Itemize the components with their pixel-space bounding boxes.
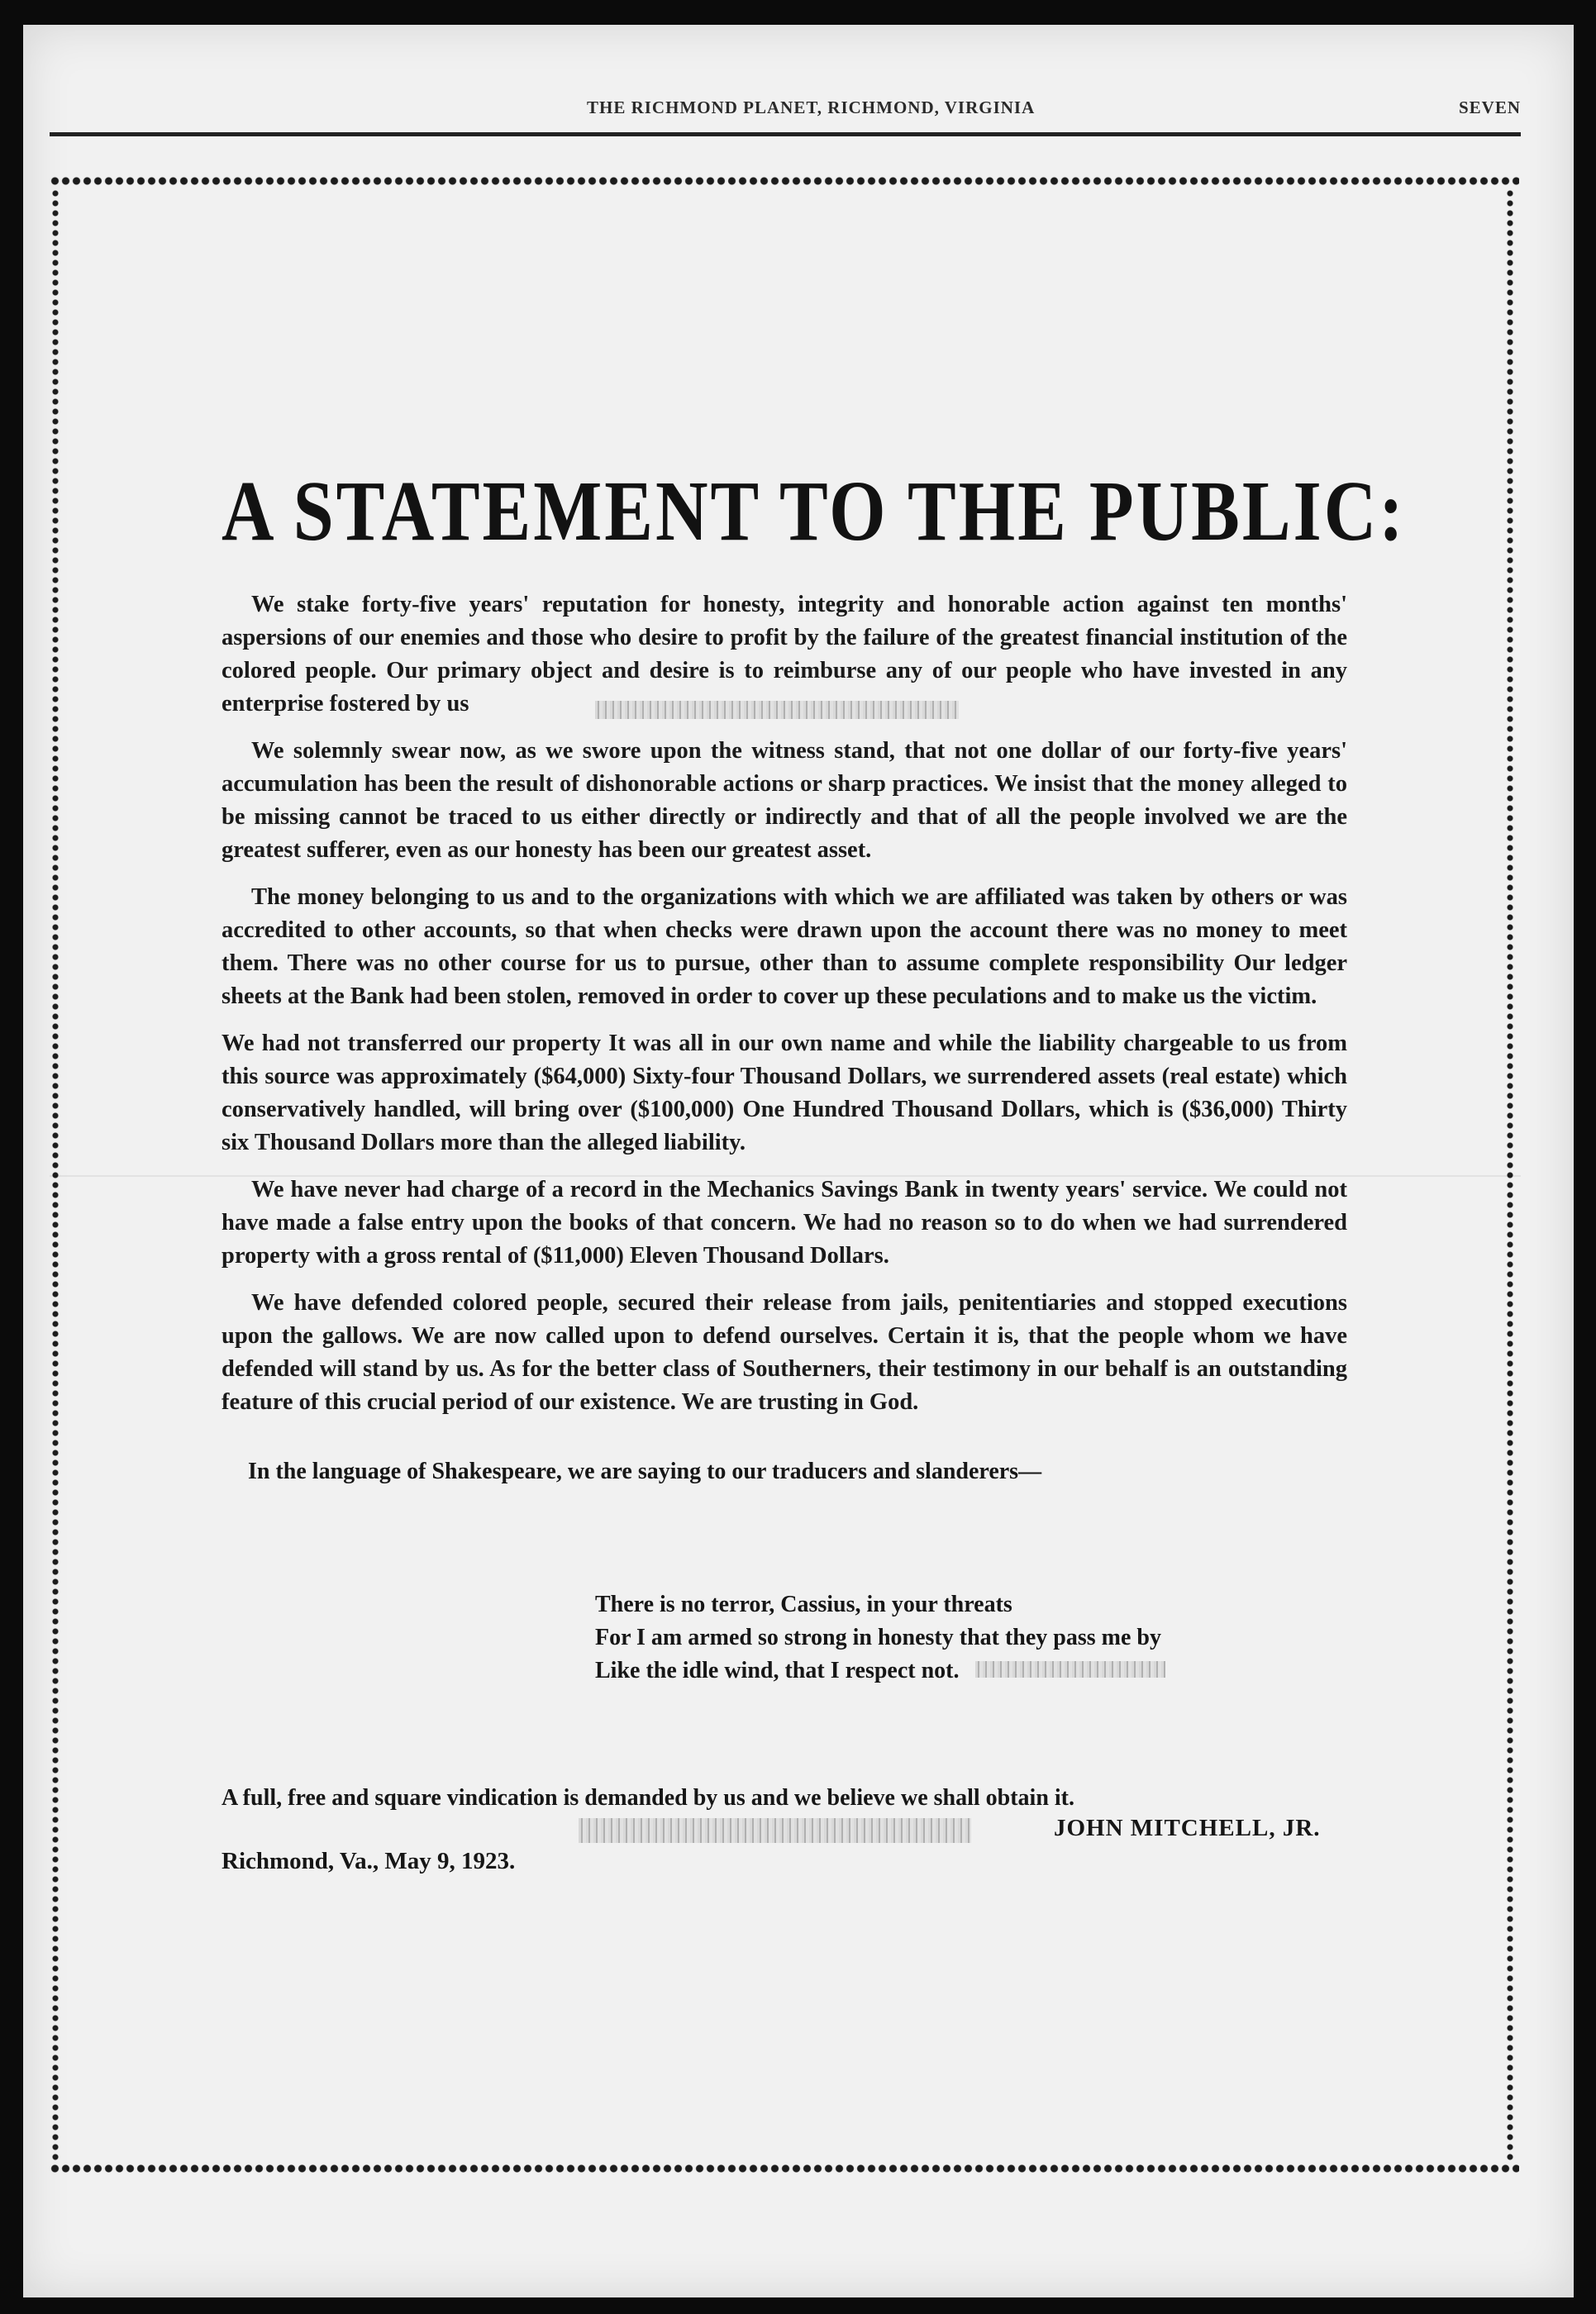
paragraph: We had not transferred our property It was all in our own name and while the liability chargeable to us from this source was approximately ($64,000) Sixty-four Thousand Dollars, we surrendered assets (real estate) which conservatively handled, will bring over ($100,000) One Hundred Thousand Dollars, which is ($36,000) Thirty six Thousand Dollars more than the alleged liability. (222, 1031, 1347, 1155)
poem-line: There is no terror, Cassius, in your threats (595, 1592, 1012, 1617)
ornamental-border-bottom (50, 2161, 1519, 2176)
paragraph: We solemnly swear now, as we swore upon the witness stand, that not one dollar of our forty-five years' accumulation has been the result of dishonorable actions or sharp practices. We insist that the money alleged to be missing cannot be traced to us either directly or indirectly and that of all the people involved we are the greatest sufferer, even as our honesty has been our greatest asset. (222, 738, 1347, 863)
dateline: Richmond, Va., May 9, 1923. (222, 1848, 516, 1874)
paragraph: We have defended colored people, secured their release from jails, penitentiaries and stopped executions upon the gallows. We are now called upon to defend ourselves. Certain it is, that the people whom we have defended will stand by us. As for the better class of Southerners, their testimony in our behalf is an outstanding feature of this crucial period of our existence. We are trusting in God. (222, 1290, 1347, 1415)
paragraph: The money belonging to us and to the organizations with which we are affiliated was taken by others or was accredited to other accounts, so that when checks were drawn upon the account there was no money to meet them. There was no other course for us to pursue, other than to assume complete responsibility Our ledger sheets at the Bank had been stolen, removed in order to cover up these peculations and to make us the victim. (222, 884, 1347, 1009)
masthead-rule (50, 132, 1521, 136)
shakespeare-intro: In the language of Shakespeare, we are saying to our traducers and slanderers— (248, 1459, 1042, 1484)
paragraph: We stake forty-five years' reputation for honesty, integrity and honorable action against ten months' aspersions of our enemies and those who desire to profit by the failure of the greatest financial institution of the colored people. Our primary object and desire is to reimburse any of our people who have invested in any enterprise fostered by us (222, 592, 1347, 717)
ornamental-border-top (50, 174, 1519, 188)
page-title: A STATEMENT TO THE PUBLIC: (222, 464, 1406, 559)
page-label: SEVEN (1458, 98, 1521, 117)
poem-line: For I am armed so strong in honesty that they pass me by (595, 1625, 1161, 1650)
closing-statement: A full, free and square vindication is demanded by us and we believe we shall obtain it. (222, 1785, 1074, 1811)
ink-smudge (975, 1661, 1165, 1678)
ink-smudge (579, 1818, 971, 1843)
masthead (50, 98, 1521, 131)
newspaper-title: THE RICHMOND PLANET, RICHMOND, VIRGINIA (587, 98, 1036, 117)
signature: JOHN MITCHELL, JR. (1054, 1815, 1321, 1841)
poem-line: Like the idle wind, that I respect not. (595, 1658, 960, 1683)
paragraph: We have never had charge of a record in the Mechanics Savings Bank in twenty years' service. We could not have made a false entry upon the books of that concern. We had no reason so to do when we had surrendered property with a gross rental of ($11,000) Eleven Thousand Dollars. (222, 1177, 1347, 1269)
ink-smudge (595, 701, 959, 719)
